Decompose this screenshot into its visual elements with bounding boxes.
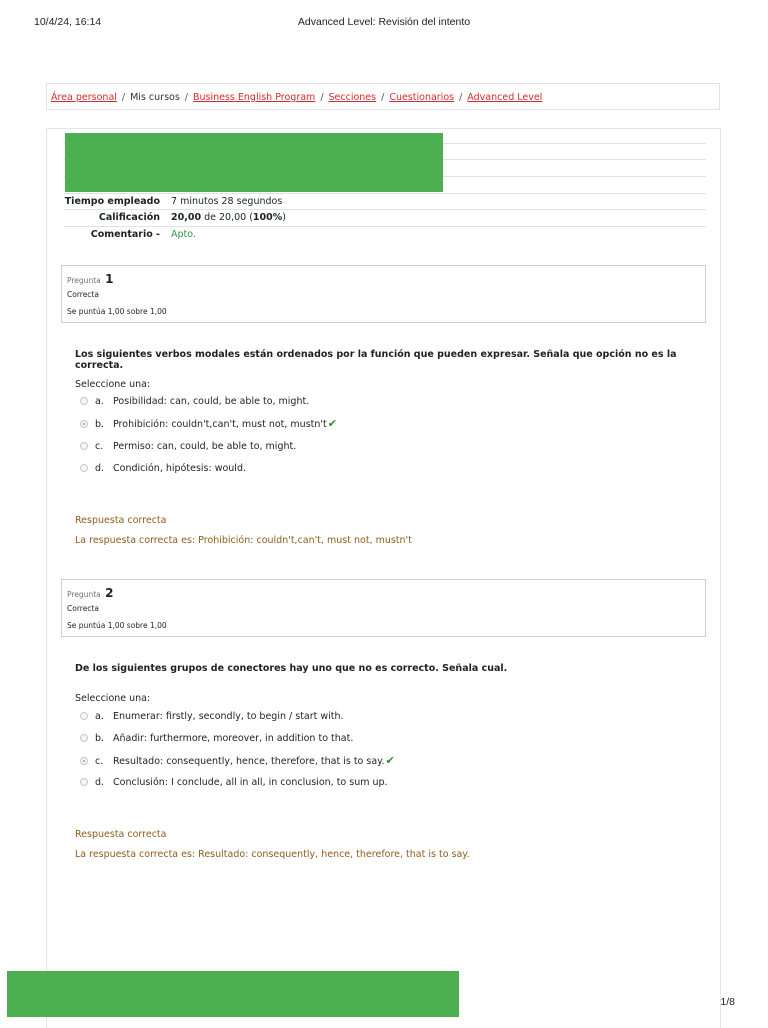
answer-option-1c[interactable] <box>80 440 296 454</box>
breadcrumb-separator: / <box>459 92 463 103</box>
comment-value: Apto. <box>171 229 196 240</box>
breadcrumb-separator: / <box>121 92 126 103</box>
option-letter: c. <box>95 756 104 767</box>
grade-percent: 100% <box>252 212 283 223</box>
redaction-block-footer <box>7 971 459 1017</box>
grade-score: 20,00 <box>171 212 202 223</box>
correct-check-icon: ✔ <box>327 417 337 430</box>
grade-end: ) <box>282 212 286 223</box>
print-title: Advanced Level: Revisión del intento <box>297 16 471 28</box>
question-text-1: Los siguientes verbos modales están ordenados por la función que pueden expresar. Señala que opción no es la correcta. <box>75 349 677 371</box>
feedback-status-1: Respuesta correcta <box>75 515 167 526</box>
breadcrumb-separator: / <box>320 92 324 103</box>
option-letter: d. <box>95 463 105 474</box>
breadcrumb-link-secciones[interactable]: Secciones <box>328 92 377 103</box>
answer-option-2b[interactable] <box>80 732 353 746</box>
summary-row-comment <box>64 227 706 243</box>
option-text: Condición, hipótesis: would. <box>113 463 246 474</box>
breadcrumb <box>46 83 720 110</box>
option-text: Añadir: furthermore, moreover, in addition to that. <box>113 733 354 744</box>
option-letter: c. <box>95 441 104 452</box>
option-text: Posibilidad: can, could, be able to, might. <box>113 396 310 407</box>
option-text: Enumerar: firstly, secondly, to begin / start with. <box>113 711 344 722</box>
radio-button[interactable] <box>80 464 88 472</box>
print-date: 10/4/24, 16:14 <box>34 16 102 28</box>
feedback-status-2: Respuesta correcta <box>75 829 167 840</box>
option-text: Conclusión: I conclude, all in all, in conclusion, to sum up. <box>113 777 388 788</box>
grade-label: Calificación <box>98 212 160 223</box>
select-prompt-2: Seleccione una: <box>75 693 151 704</box>
page-number: 1/8 <box>720 996 735 1008</box>
radio-button-selected[interactable] <box>80 757 88 765</box>
breadcrumb-separator: / <box>381 92 385 103</box>
question-info-1 <box>61 265 706 323</box>
question-grade: Se puntúa 1,00 sobre 1,00 <box>67 621 167 630</box>
radio-button[interactable] <box>80 397 88 405</box>
option-letter: d. <box>95 777 105 788</box>
option-letter: b. <box>95 419 105 430</box>
radio-button[interactable] <box>80 778 88 786</box>
answer-option-1d[interactable] <box>80 462 246 476</box>
question-state: Correcta <box>67 290 99 299</box>
correct-check-icon: ✔ <box>385 754 395 767</box>
time-label: Tiempo empleado <box>64 196 160 207</box>
breadcrumb-link-course[interactable]: Business English Program <box>192 92 316 103</box>
grade-value <box>171 210 286 226</box>
radio-button[interactable] <box>80 734 88 742</box>
breadcrumb-separator: / <box>184 92 188 103</box>
print-header <box>0 16 768 30</box>
breadcrumb-link-cuestionarios[interactable]: Cuestionarios <box>389 92 455 103</box>
breadcrumb-link-advanced-level[interactable]: Advanced Level <box>467 92 543 103</box>
breadcrumb-link-area-personal[interactable]: Área personal <box>51 92 117 103</box>
feedback-answer-2: La respuesta correcta es: Resultado: consequently, hence, therefore, that is to say. <box>75 849 470 860</box>
redaction-block <box>65 133 443 192</box>
question-number: 2 <box>105 586 114 600</box>
feedback-answer-1: La respuesta correcta es: Prohibición: couldn't,can't, must not, mustn't <box>75 535 412 546</box>
content-frame <box>46 128 721 1028</box>
question-info-2 <box>61 579 706 637</box>
question-number: 1 <box>105 272 114 286</box>
question-text-2: De los siguientes grupos de conectores hay uno que no es correcto. Señala cual. <box>75 663 508 674</box>
question-label <box>67 272 113 286</box>
radio-button[interactable] <box>80 712 88 720</box>
option-letter: a. <box>95 711 104 722</box>
radio-button-selected[interactable] <box>80 420 88 428</box>
answer-option-1a[interactable] <box>80 395 309 409</box>
select-prompt-1: Seleccione una: <box>75 379 151 390</box>
option-text: Prohibición: couldn't,can't, must not, mustn't <box>113 419 327 430</box>
option-letter: b. <box>95 733 105 744</box>
option-letter: a. <box>95 396 104 407</box>
answer-option-2d[interactable] <box>80 776 388 790</box>
option-text: Permiso: can, could, be able to, might. <box>113 441 297 452</box>
question-label-text: Pregunta <box>67 276 101 285</box>
time-value: 7 minutos 28 segundos <box>171 196 283 207</box>
grade-mid: de 20,00 ( <box>201 212 253 223</box>
question-grade: Se puntúa 1,00 sobre 1,00 <box>67 307 167 316</box>
question-label <box>67 586 113 600</box>
summary-row-time <box>64 194 706 210</box>
option-text: Resultado: consequently, hence, therefore, that is to say. <box>113 756 385 767</box>
breadcrumb-item-mis-cursos: Mis cursos <box>130 92 180 103</box>
radio-button[interactable] <box>80 442 88 450</box>
question-label-text: Pregunta <box>67 590 101 599</box>
answer-option-2a[interactable] <box>80 710 344 724</box>
answer-option-1b[interactable] <box>80 417 337 431</box>
answer-option-2c[interactable] <box>80 754 395 768</box>
summary-row-grade <box>64 210 706 226</box>
question-state: Correcta <box>67 604 99 613</box>
comment-label: Comentario - <box>90 229 160 240</box>
